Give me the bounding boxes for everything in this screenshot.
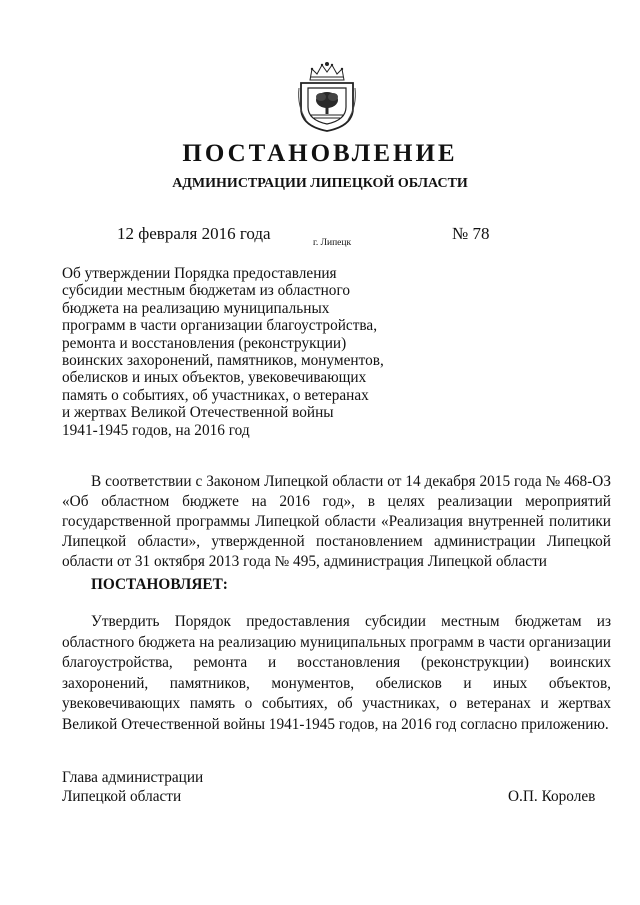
subject-line: обелисков и иных объектов, увековечивающих [62, 369, 367, 387]
document-subject [62, 265, 392, 439]
subject-line: субсидии местным бюджетам из областного [62, 282, 350, 300]
subject-line: и жертвах Великой Отечественной войны [62, 404, 334, 422]
document-subtitle: АДМИНИСТРАЦИИ ЛИПЕЦКОЙ ОБЛАСТИ [172, 176, 468, 191]
subject-line: память о событиях, об участниках, о ветеранах [62, 386, 369, 404]
resolution-paragraph: Утвердить Порядок предоставления субсидии местным бюджетам из областного бюджета на реализацию муниципальных программ в части организации благоустройства, ремонта и восстановления (реконструкции) воинских захоронений, памятников, монументов, обелисков и иных объектов, увековечивающих память о событиях, об участниках, о ветеранах и жертвах Великой Отечественной войны 1941-1945 годов, на 2016 год согласно приложению. [62, 613, 611, 733]
document-date: 12 февраля 2016 года [117, 224, 271, 243]
resolve-heading: ПОСТАНОВЛЯЕТ: [91, 576, 228, 593]
subject-line: Об утверждении Порядка предоставления [62, 265, 337, 282]
coat-of-arms-icon [296, 60, 358, 132]
signature-name: О.П. Королев [508, 788, 596, 805]
document-number: № 78 [452, 224, 490, 243]
subject-line: 1941-1945 годов, на 2016 год [62, 421, 250, 439]
subject-line: воинских захоронений, памятников, монументов, [62, 352, 384, 370]
signature-position-line: Глава администрации [62, 769, 204, 786]
subject-line: программ в части организации благоустройства, [62, 317, 378, 335]
subject-line: ремонта и восстановления (реконструкции) [62, 334, 347, 352]
signature-position-line: Липецкой области [62, 788, 182, 805]
document-title: ПОСТАНОВЛЕНИЕ [182, 140, 458, 167]
document-city: г. Липецк [313, 238, 352, 248]
signature-position [62, 768, 203, 806]
preamble-paragraph: В соответствии с Законом Липецкой области от 14 декабря 2015 года № 468-ОЗ «Об областном бюджете на 2016 год», в целях реализации мероприятий государственной программы Липецкой области «Реализация внутренней политики Липецкой области», утвержденной постановлением администрации Липецкой области от 31 октября 2013 года № 495, администрация Липецкой области [62, 473, 611, 570]
subject-line: бюджета на реализацию муниципальных [62, 299, 330, 317]
